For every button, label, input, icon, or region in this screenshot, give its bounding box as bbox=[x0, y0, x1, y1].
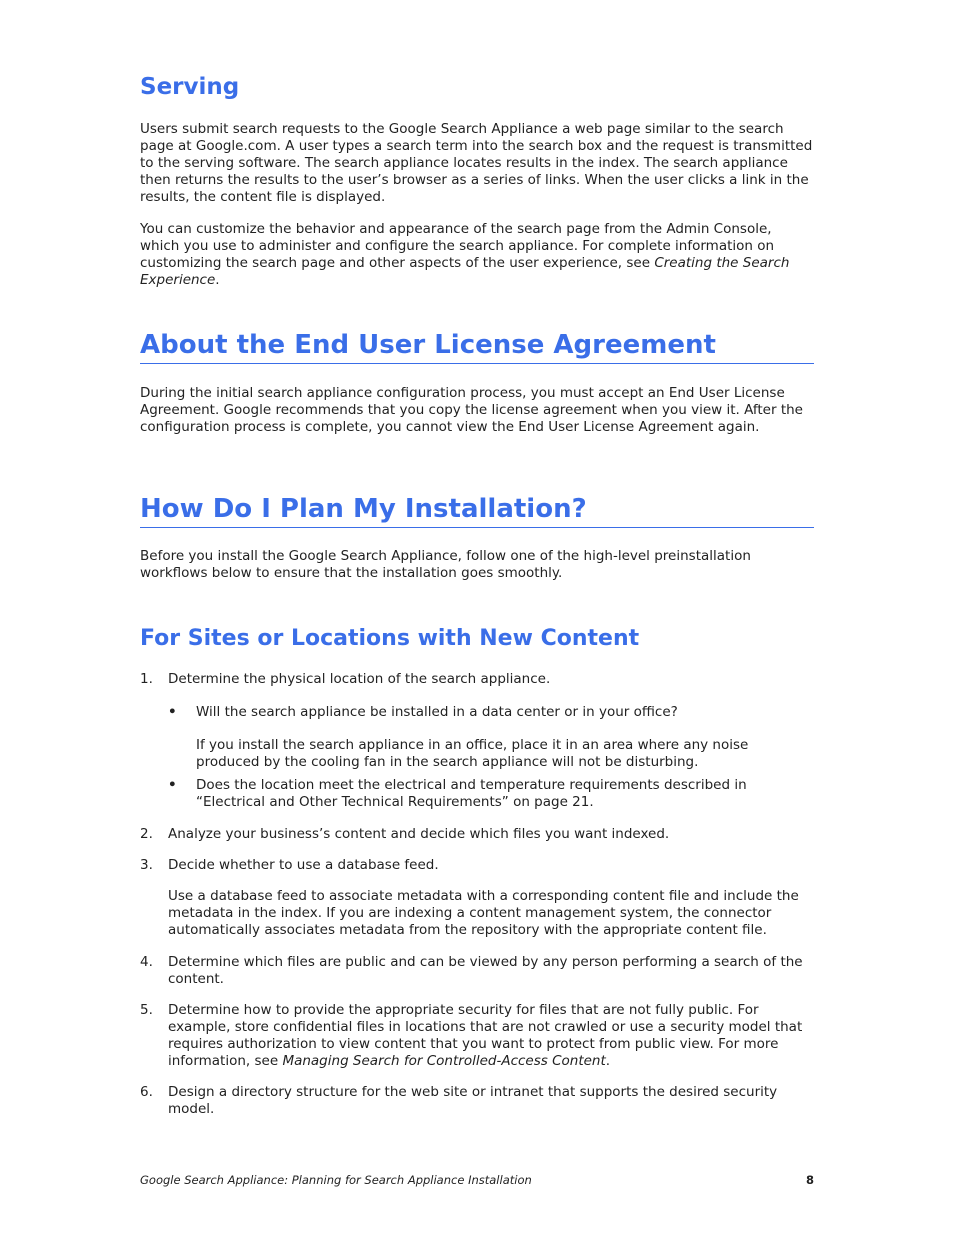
footer-title: Google Search Appliance: Planning for Search Appliance Installation bbox=[140, 1173, 532, 1187]
page-footer bbox=[140, 1173, 814, 1187]
serving-paragraph-2 bbox=[140, 221, 814, 289]
step-5-text: Determine how to provide the appropriate security for files that are not fully public. For example, store confidential files in locations that are not crawled or use a security model that requires authorization to view content that you want to protect from public view. For more information, see bbox=[168, 1002, 803, 1069]
step-number: 2. bbox=[140, 826, 153, 842]
step-number: 1. bbox=[140, 671, 153, 687]
plan-paragraph bbox=[140, 548, 814, 582]
bullet-icon: • bbox=[168, 777, 177, 793]
step-text: Analyze your business’s content and decide which files you want indexed. bbox=[168, 826, 670, 842]
eula-section bbox=[140, 330, 814, 364]
eula-heading: About the End User License Agreement bbox=[140, 330, 814, 364]
step-note: Use a database feed to associate metadata with a corresponding content file and include the metadata in the index. If you are indexing a content management system, the connector automatically associates metadata from the repository with the appropriate content file. bbox=[168, 888, 799, 938]
step-text bbox=[168, 1002, 814, 1070]
step-number: 6. bbox=[140, 1084, 153, 1100]
bullet-text: Will the search appliance be installed in a data center or in your office? bbox=[196, 704, 678, 720]
managing-search-ref: Managing Search for Controlled-Access Content bbox=[282, 1053, 606, 1069]
serving-p1-text: Users submit search requests to the Google Search Appliance a web page similar to the search page at Google.com. A user types a search term into the search box and the request is transmitted to the serving software. The search appliance locates results in the index. The search appliance then returns the results to the user’s browser as a series of links. When the user clicks a link in the results, the content file is displayed. bbox=[140, 121, 813, 205]
step-text: Design a directory structure for the web site or intranet that supports the desired security model. bbox=[168, 1084, 778, 1117]
step-number: 4. bbox=[140, 954, 153, 970]
page-number: 8 bbox=[805, 1173, 814, 1187]
serving-paragraph-1 bbox=[140, 121, 814, 206]
new-content-heading: For Sites or Locations with New Content bbox=[140, 626, 640, 651]
plan-p1-text: Before you install the Google Search Appliance, follow one of the high-level preinstallation workflows below to ensure that the installation goes smoothly. bbox=[140, 548, 751, 581]
step-5-end: . bbox=[605, 1053, 611, 1069]
bullet-icon: • bbox=[168, 704, 177, 720]
plan-heading: How Do I Plan My Installation? bbox=[140, 494, 814, 528]
serving-heading: Serving bbox=[140, 74, 240, 100]
bullet-note: If you install the search appliance in an office, place it in an area where any noise produced by the cooling fan in the search appliance will not be disturbing. bbox=[196, 737, 749, 770]
step-number: 5. bbox=[140, 1002, 153, 1018]
eula-p1-text: During the initial search appliance configuration process, you must accept an End User License Agreement. Google recommends that you copy the license agreement when you view it. After the configuration process is complete, you cannot view the End User License Agreement again. bbox=[140, 385, 803, 435]
serving-p2-end: . bbox=[215, 272, 220, 288]
step-text: Decide whether to use a database feed. bbox=[168, 857, 439, 873]
bullet-text: Does the location meet the electrical and temperature requirements described in “Electrical and Other Technical Requirements” on page 21. bbox=[196, 777, 747, 810]
plan-section bbox=[140, 494, 814, 528]
step-text: Determine which files are public and can be viewed by any person performing a search of the content. bbox=[168, 954, 803, 987]
eula-paragraph bbox=[140, 385, 814, 436]
step-number: 3. bbox=[140, 857, 153, 873]
creating-search-experience-ref: Creating the Search Experience bbox=[140, 255, 790, 288]
serving-p2-text: You can customize the behavior and appearance of the search page from the Admin Console, which you use to administer and configure the search appliance. For complete information on customizing the search page and other aspects of the user experience, see bbox=[140, 221, 775, 271]
step-text: Determine the physical location of the search appliance. bbox=[168, 671, 551, 687]
